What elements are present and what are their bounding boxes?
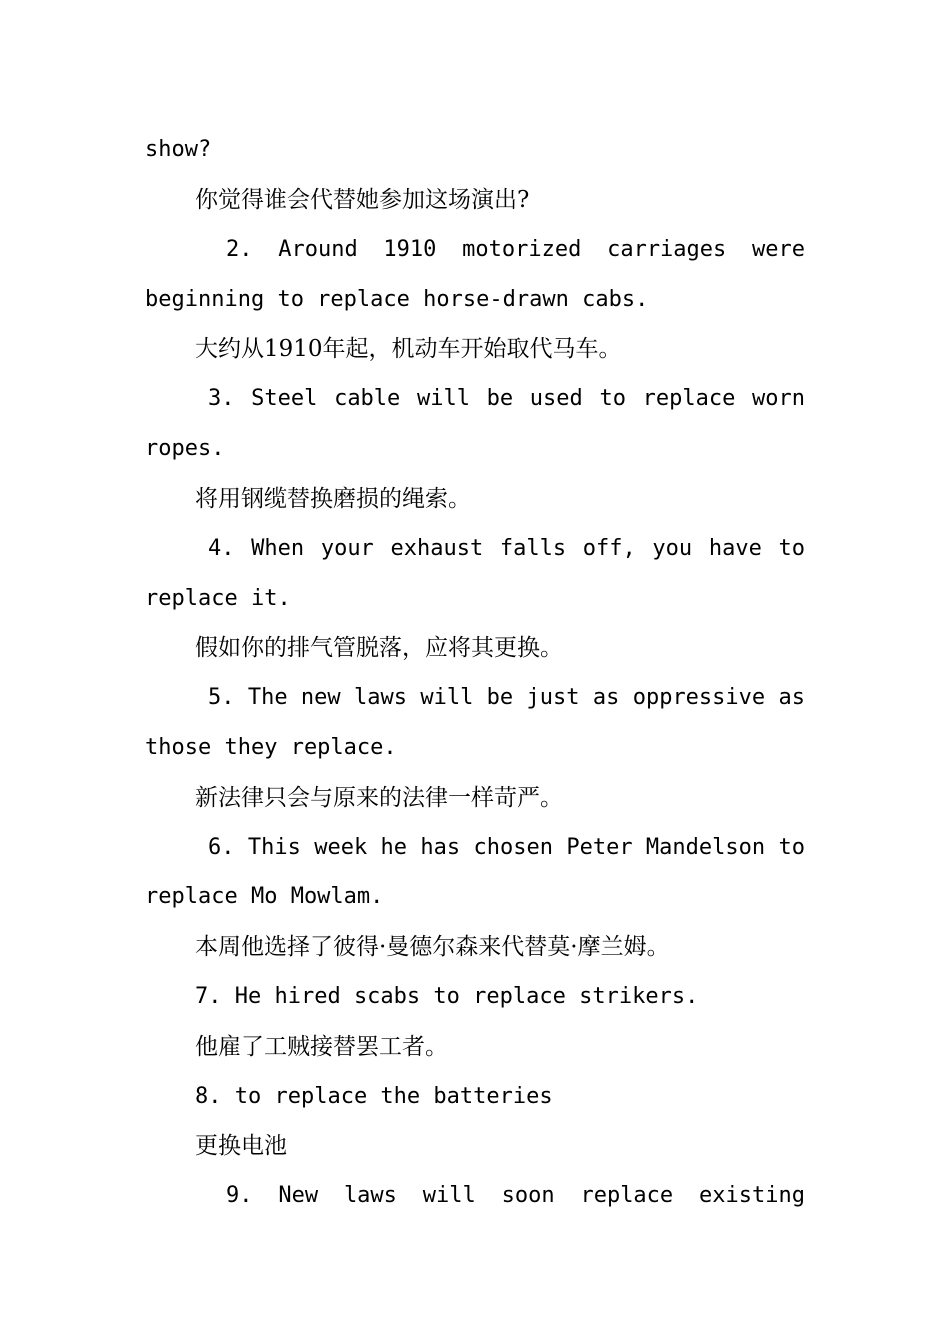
text-line: replace it.: [145, 586, 291, 611]
text-line: 新法律只会与原来的法律一样苛严。: [195, 785, 563, 811]
text-line: 3. Steel cable will be used to replace worn: [208, 386, 805, 411]
text-line: show?: [145, 137, 212, 162]
text-line: 你觉得谁会代替她参加这场演出?: [195, 187, 530, 213]
text-line: 8. to replace the batteries: [195, 1084, 553, 1109]
text-line: those they replace.: [145, 735, 397, 760]
text-line: 5. The new laws will be just as oppressive as: [208, 685, 805, 710]
text-line: 6. This week he has chosen Peter Mandelson to: [208, 835, 805, 860]
text-line: 4. When your exhaust falls off, you have to: [208, 536, 805, 561]
text-line: 9. New laws will soon replace existing: [226, 1183, 805, 1208]
text-line: 更换电池: [195, 1133, 287, 1159]
text-line: 7. He hired scabs to replace strikers.: [195, 984, 699, 1009]
text-line: 假如你的排气管脱落，应将其更换。: [195, 635, 563, 661]
text-line: replace Mo Mowlam.: [145, 884, 384, 909]
text-line: 2. Around 1910 motorized carriages were: [226, 237, 805, 262]
text-line: 他雇了工贼接替罢工者。: [195, 1034, 448, 1060]
text-line: ropes.: [145, 436, 225, 461]
text-line: 将用钢缆替换磨损的绳索。: [195, 486, 471, 512]
text-line: 大约从1910年起，机动车开始取代马车。: [195, 336, 622, 362]
text-line: beginning to replace horse-drawn cabs.: [145, 287, 649, 312]
text-line: 本周他选择了彼得·曼德尔森来代替莫·摩兰姆。: [195, 934, 670, 960]
